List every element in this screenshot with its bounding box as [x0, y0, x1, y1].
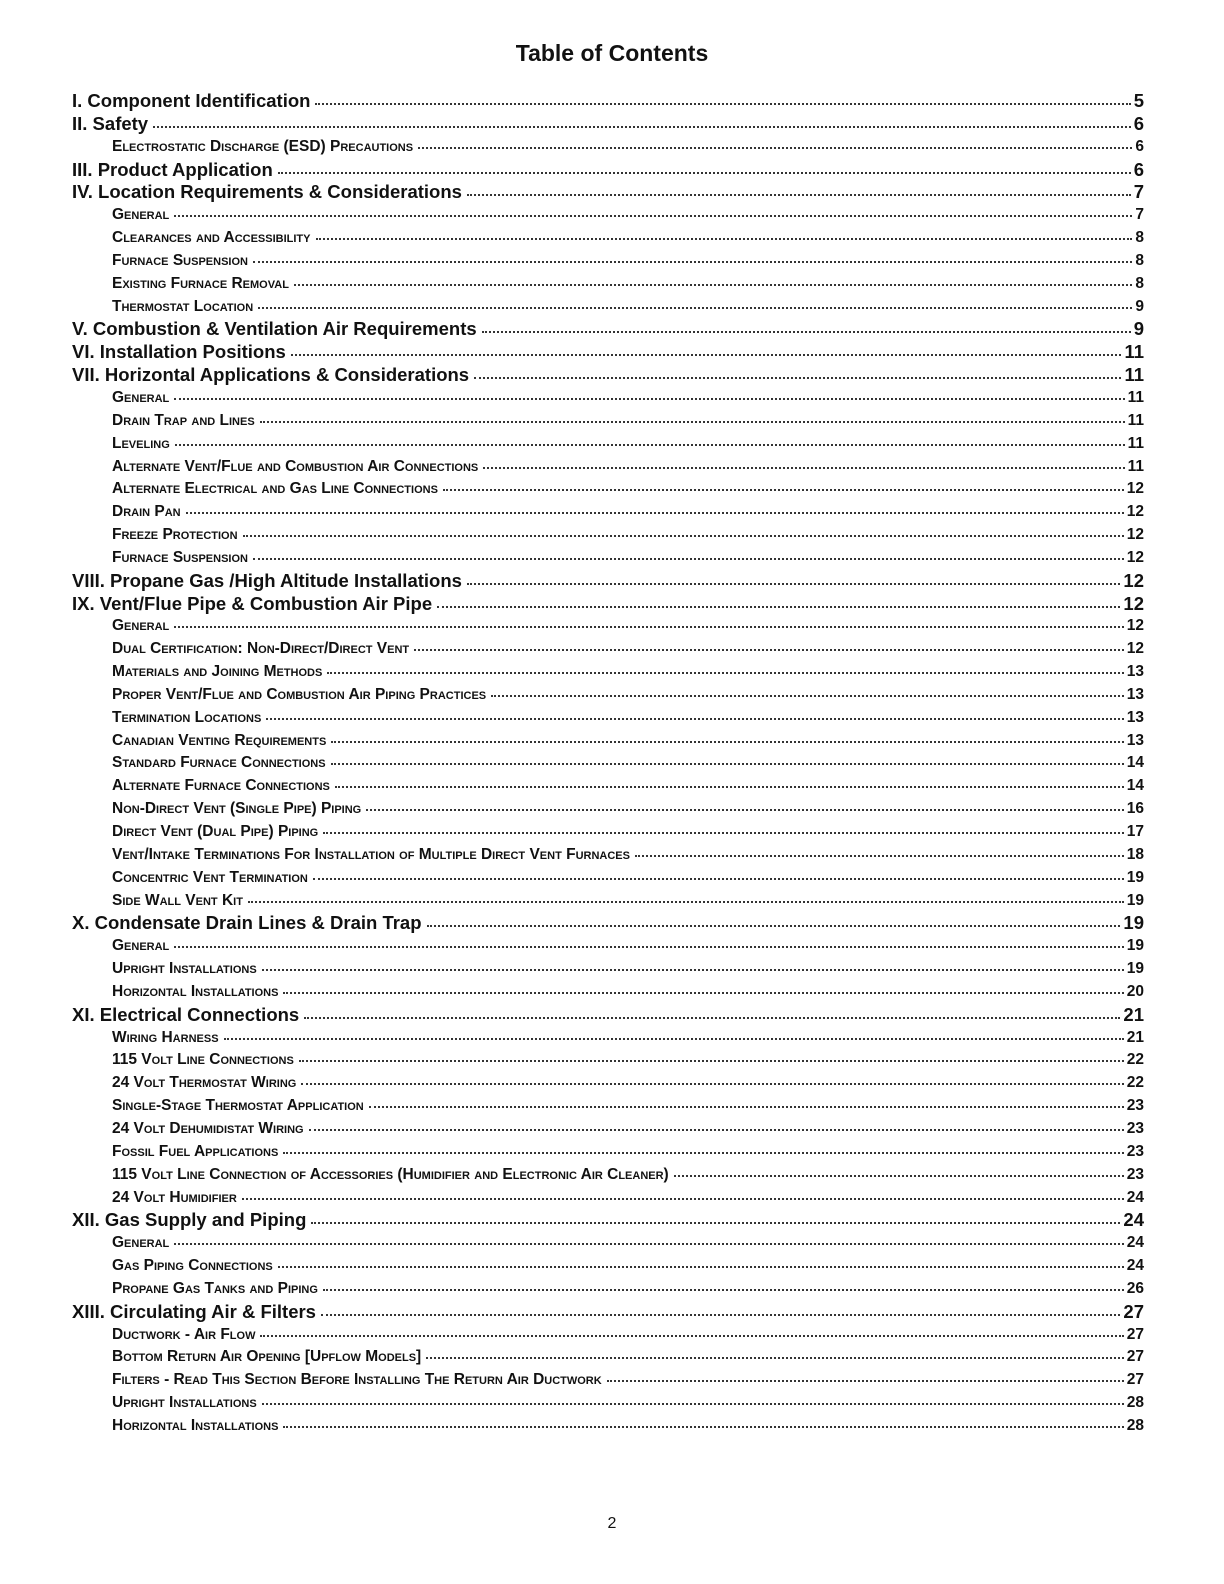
dot-leader	[335, 786, 1124, 788]
toc-subsection-entry[interactable]	[72, 1255, 1144, 1278]
toc-subsection-entry[interactable]	[72, 775, 1144, 798]
toc-entry-label: VIII. Propane Gas /High Altitude Installations	[72, 569, 462, 591]
toc-subsection-entry[interactable]	[72, 1324, 1144, 1347]
toc-subsection-entry[interactable]	[72, 1141, 1144, 1164]
toc-entry-label: Canadian Venting Requirements	[112, 731, 327, 749]
toc-entry-page: 27	[1126, 1325, 1144, 1343]
dot-leader	[313, 878, 1124, 880]
toc-entry-page: 28	[1126, 1394, 1144, 1412]
toc-entry-page: 13	[1126, 685, 1144, 703]
toc-subsection-entry[interactable]	[72, 638, 1144, 661]
toc-entry-label: Proper Vent/Flue and Combustion Air Piping Practices	[112, 685, 487, 703]
dot-leader	[331, 763, 1124, 765]
toc-section-entry[interactable]	[72, 593, 1144, 616]
dot-leader	[258, 307, 1132, 309]
toc-subsection-entry[interactable]	[72, 730, 1144, 753]
toc-entry-page: 6	[1133, 112, 1144, 134]
toc-entry-page: 12	[1126, 480, 1144, 498]
dot-leader	[467, 194, 1131, 196]
toc-entry-page: 8	[1135, 274, 1144, 292]
dot-leader	[175, 444, 1125, 446]
dot-leader	[253, 261, 1132, 263]
toc-subsection-entry[interactable]	[72, 821, 1144, 844]
dot-leader	[491, 695, 1124, 697]
toc-entry-label: Clearances and Accessibility	[112, 229, 311, 247]
toc-entry-label: Direct Vent (Dual Pipe) Piping	[112, 823, 319, 840]
toc-section-entry[interactable]	[72, 1209, 1144, 1232]
toc-entry-page: 23	[1126, 1119, 1144, 1137]
toc-entry-label: XIII. Circulating Air & Filters	[72, 1300, 316, 1322]
dot-leader	[262, 1403, 1124, 1405]
toc-entry-label: Dual Certification: Non-Direct/Direct Vent	[112, 640, 410, 658]
toc-subsection-entry[interactable]	[72, 707, 1144, 730]
toc-entry-page: 22	[1126, 1051, 1144, 1069]
dot-leader	[437, 606, 1120, 608]
toc-entry-label: Horizontal Installations	[112, 982, 279, 1000]
dot-leader	[315, 103, 1130, 105]
toc-subsection-entry[interactable]	[72, 1187, 1144, 1210]
dot-leader	[278, 172, 1131, 174]
toc-subsection-entry[interactable]	[72, 296, 1144, 319]
toc-entry-page: 13	[1126, 731, 1144, 749]
toc-subsection-entry[interactable]	[72, 410, 1144, 433]
dot-leader	[291, 354, 1122, 356]
toc-entry-page: 23	[1126, 1097, 1144, 1115]
dot-leader	[674, 1175, 1124, 1177]
dot-leader	[260, 421, 1125, 423]
toc-subsection-entry[interactable]	[72, 1049, 1144, 1072]
toc-entry-page: 19	[1126, 891, 1144, 909]
dot-leader	[443, 489, 1124, 491]
toc-entry-page: 24	[1126, 1188, 1144, 1206]
toc-entry-label: Upright Installations	[112, 960, 257, 978]
toc-entry-label: Fossil Fuel Applications	[112, 1142, 279, 1160]
dot-leader	[321, 1314, 1120, 1316]
toc-entry-label: Existing Furnace Removal	[112, 274, 289, 292]
toc-entry-label: 24 Volt Humidifier	[112, 1188, 237, 1206]
dot-leader	[301, 1083, 1123, 1085]
toc-entry-label: Single-Stage Thermostat Application	[112, 1097, 364, 1115]
toc-subsection-entry[interactable]	[72, 1118, 1144, 1141]
toc-entry-label: Horizontal Installations	[112, 1416, 279, 1434]
toc-entry-page: 17	[1126, 823, 1144, 840]
toc-section-entry[interactable]	[72, 364, 1144, 387]
toc-entry-page: 26	[1126, 1279, 1144, 1297]
dot-leader	[224, 1038, 1124, 1040]
toc-entry-page: 16	[1126, 800, 1144, 818]
dot-leader	[283, 1426, 1123, 1428]
toc-entry-label: General	[112, 1234, 170, 1252]
toc-entry-page: 6	[1133, 158, 1144, 180]
toc-subsection-entry[interactable]	[72, 227, 1144, 250]
toc-subsection-entry[interactable]	[72, 958, 1144, 981]
toc-entry-label: 115 Volt Line Connections	[112, 1051, 294, 1069]
dot-leader	[483, 467, 1124, 469]
dot-leader	[283, 1152, 1123, 1154]
toc-subsection-entry[interactable]	[72, 1278, 1144, 1301]
toc-entry-page: 11	[1124, 341, 1144, 363]
toc-entry-page: 20	[1126, 982, 1144, 1000]
dot-leader	[369, 1106, 1124, 1108]
toc-entry-label: Freeze Protection	[112, 526, 238, 544]
toc-entry-label: X. Condensate Drain Lines & Drain Trap	[72, 912, 422, 934]
toc-subsection-entry[interactable]	[72, 890, 1144, 913]
toc-entry-label: General	[112, 617, 170, 635]
toc-entry-page: 11	[1127, 434, 1144, 452]
dot-leader	[262, 969, 1124, 971]
toc-subsection-entry[interactable]	[72, 1095, 1144, 1118]
toc-subsection-entry[interactable]	[72, 204, 1144, 227]
toc-subsection-entry[interactable]	[72, 501, 1144, 524]
dot-leader	[366, 809, 1124, 811]
toc-entry-label: Drain Pan	[112, 503, 181, 521]
toc-entry-page: 13	[1126, 663, 1144, 681]
page-number: 2	[607, 1515, 617, 1532]
dot-leader	[253, 558, 1124, 560]
toc-subsection-entry[interactable]	[72, 661, 1144, 684]
toc-section-entry[interactable]	[72, 570, 1144, 593]
toc-entry-page: 14	[1126, 777, 1144, 795]
toc-entry-label: IV. Location Requirements & Considerations	[72, 181, 462, 203]
toc-entry-page: 8	[1135, 229, 1144, 247]
toc-entry-page: 27	[1123, 1300, 1144, 1322]
toc-entry-page: 14	[1126, 754, 1144, 772]
toc-subsection-entry[interactable]	[72, 250, 1144, 273]
toc-section-entry[interactable]	[72, 159, 1144, 182]
dot-leader	[414, 649, 1124, 651]
toc-section-entry[interactable]	[72, 1004, 1144, 1027]
toc-entry-label: Gas Piping Connections	[112, 1257, 273, 1275]
toc-entry-page: 19	[1126, 960, 1144, 978]
toc-section-entry[interactable]	[72, 181, 1144, 204]
toc-entry-label: Standard Furnace Connections	[112, 754, 326, 772]
dot-leader	[323, 1289, 1124, 1291]
toc-entry-page: 12	[1126, 617, 1144, 635]
dot-leader	[426, 1357, 1124, 1359]
toc-entry-label: General	[112, 388, 170, 406]
toc-entry-page: 24	[1126, 1234, 1144, 1252]
toc-entry-page: 27	[1126, 1348, 1144, 1366]
toc-entry-page: 19	[1126, 868, 1144, 886]
toc-entry-page: 11	[1127, 411, 1144, 429]
toc-subsection-entry[interactable]	[72, 684, 1144, 707]
toc-entry-label: VI. Installation Positions	[72, 341, 286, 363]
toc-entry-page: 11	[1124, 364, 1144, 386]
dot-leader	[174, 626, 1123, 628]
dot-leader	[283, 992, 1123, 994]
toc-entry-label: Vent/Intake Terminations For Installation of Multiple Direct Vent Furnaces	[112, 845, 630, 863]
toc-subsection-entry[interactable]	[72, 615, 1144, 638]
dot-leader	[174, 1243, 1123, 1245]
dot-leader	[635, 855, 1124, 857]
toc-entry-page: 12	[1126, 548, 1144, 566]
toc-subsection-entry[interactable]	[72, 981, 1144, 1004]
toc-entry-page: 18	[1126, 845, 1144, 863]
toc-entry-label: Drain Trap and Lines	[112, 411, 255, 429]
toc-entry-label: Alternate Electrical and Gas Line Connections	[112, 480, 438, 498]
toc-subsection-entry[interactable]	[72, 1415, 1144, 1438]
toc-entry-page: 19	[1126, 937, 1144, 955]
toc-entry-page: 21	[1123, 1003, 1144, 1025]
toc-entry-page: 5	[1133, 90, 1144, 111]
toc-section-entry[interactable]	[72, 341, 1144, 364]
dot-leader	[311, 1222, 1120, 1224]
toc-subsection-entry[interactable]	[72, 1027, 1144, 1050]
toc-entry-label: VII. Horizontal Applications & Considerations	[72, 364, 470, 386]
toc-entry-label: Side Wall Vent Kit	[112, 891, 243, 909]
toc-entry-page: 23	[1126, 1142, 1144, 1160]
toc-entry-page: 12	[1126, 526, 1144, 544]
dot-leader	[299, 1060, 1124, 1062]
toc-entry-page: 11	[1127, 388, 1144, 406]
toc-entry-label: Leveling	[112, 434, 170, 452]
toc-entry-page: 12	[1126, 503, 1144, 521]
dot-leader	[266, 718, 1123, 720]
toc-entry-label: 115 Volt Line Connection of Accessories (Humidifier and Electronic Air Cleaner)	[112, 1165, 669, 1183]
toc-entry-label: Termination Locations	[112, 708, 262, 726]
toc-entry-page: 28	[1126, 1416, 1144, 1434]
toc-entry-label: Upright Installations	[112, 1394, 257, 1412]
dot-leader	[474, 377, 1121, 379]
dot-leader	[331, 741, 1123, 743]
toc-entry-label: Non-Direct Vent (Single Pipe) Piping	[112, 800, 362, 818]
toc-entry-page: 12	[1126, 640, 1144, 658]
dot-leader	[304, 1017, 1120, 1019]
toc-subsection-entry[interactable]	[72, 798, 1144, 821]
toc-subsection-entry[interactable]	[72, 1072, 1144, 1095]
toc-entry-page: 21	[1126, 1028, 1144, 1046]
toc-entry-label: 24 Volt Thermostat Wiring	[112, 1074, 297, 1092]
dot-leader	[260, 1335, 1123, 1337]
dot-leader	[278, 1266, 1124, 1268]
toc-entry-label: General	[112, 937, 170, 955]
toc-subsection-entry[interactable]	[72, 478, 1144, 501]
toc-entry-page: 8	[1135, 251, 1144, 269]
toc-subsection-entry[interactable]	[72, 524, 1144, 547]
toc-entry-page: 22	[1126, 1074, 1144, 1092]
toc-entry-page: 19	[1123, 912, 1144, 934]
toc-entry-page: 13	[1126, 708, 1144, 726]
toc-section-entry[interactable]	[72, 318, 1144, 341]
toc-subsection-entry[interactable]	[72, 547, 1144, 570]
toc-subsection-entry[interactable]	[72, 1232, 1144, 1255]
toc-subsection-entry[interactable]	[72, 136, 1144, 159]
toc-subsection-entry[interactable]	[72, 867, 1144, 890]
dot-leader	[418, 147, 1132, 149]
toc-section-entry[interactable]	[72, 113, 1144, 136]
toc-subsection-entry[interactable]	[72, 433, 1144, 456]
toc-entry-label: Filters - Read This Section Before Installing The Return Air Ductwork	[112, 1371, 602, 1389]
toc-subsection-entry[interactable]	[72, 935, 1144, 958]
toc-entry-page: 9	[1135, 297, 1144, 315]
toc-entry-page: 7	[1135, 206, 1144, 224]
dot-leader	[242, 1198, 1124, 1200]
toc-entry-page: 11	[1127, 457, 1144, 475]
toc-entry-page: 27	[1126, 1371, 1144, 1389]
toc-subsection-entry[interactable]	[72, 1346, 1144, 1369]
toc-subsection-entry[interactable]	[72, 844, 1144, 867]
dot-leader	[243, 535, 1124, 537]
toc-entry-label: III. Product Application	[72, 158, 273, 180]
toc-section-entry[interactable]	[72, 912, 1144, 935]
dot-leader	[607, 1380, 1124, 1382]
toc-entry-label: Alternate Vent/Flue and Combustion Air Connections	[112, 457, 479, 475]
dot-leader	[327, 672, 1123, 674]
toc-entry-label: II. Safety	[72, 112, 149, 134]
toc-entry-page: 23	[1126, 1165, 1144, 1183]
toc-subsection-entry[interactable]	[72, 1369, 1144, 1392]
toc-entry-label: XII. Gas Supply and Piping	[72, 1209, 307, 1231]
toc-entry-page: 24	[1123, 1209, 1144, 1231]
toc-entry-label: Wiring Harness	[112, 1028, 219, 1046]
toc-entry-label: XI. Electrical Connections	[72, 1003, 300, 1025]
toc-entry-label: Alternate Furnace Connections	[112, 777, 330, 795]
toc-entry-label: Materials and Joining Methods	[112, 663, 323, 681]
toc-entry-label: Bottom Return Air Opening [Upflow Models]	[112, 1348, 422, 1366]
toc-section-entry[interactable]	[72, 90, 1144, 113]
dot-leader	[174, 398, 1124, 400]
page-title: Table of Contents	[515, 40, 709, 66]
toc-subsection-entry[interactable]	[72, 273, 1144, 296]
toc-entry-label: Thermostat Location	[112, 297, 254, 315]
toc-entry-label: Propane Gas Tanks and Piping	[112, 1279, 318, 1297]
dot-leader	[316, 238, 1133, 240]
toc-subsection-entry[interactable]	[72, 387, 1144, 410]
toc-entry-page: 6	[1135, 137, 1144, 155]
dot-leader	[482, 331, 1131, 333]
toc-entry-label: IX. Vent/Flue Pipe & Combustion Air Pipe	[72, 592, 433, 614]
toc-entry-label: I. Component Identification	[72, 90, 311, 111]
toc-entry-label: General	[112, 206, 170, 224]
toc-entry-page: 12	[1123, 592, 1144, 614]
dot-leader	[174, 946, 1123, 948]
toc-entry-page: 12	[1123, 569, 1144, 591]
toc-entry-label: 24 Volt Dehumidistat Wiring	[112, 1119, 304, 1137]
toc-entry-label: Ductwork - Air Flow	[112, 1325, 256, 1343]
dot-leader	[294, 284, 1132, 286]
toc-entry-label: Electrostatic Discharge (ESD) Precautions	[112, 137, 414, 155]
toc-entry-page: 7	[1133, 181, 1144, 203]
toc-entry-label: Furnace Suspension	[112, 548, 248, 566]
dot-leader	[153, 126, 1131, 128]
toc-subsection-entry[interactable]	[72, 752, 1144, 775]
toc-entry-label: Furnace Suspension	[112, 251, 248, 269]
dot-leader	[427, 925, 1121, 927]
dot-leader	[186, 512, 1124, 514]
dot-leader	[323, 832, 1124, 834]
toc-entry-page: 9	[1133, 318, 1144, 340]
toc-entry-label: Concentric Vent Termination	[112, 868, 308, 886]
toc-section-entry[interactable]	[72, 1301, 1144, 1324]
toc-entry-page: 24	[1126, 1257, 1144, 1275]
toc-subsection-entry[interactable]	[72, 456, 1144, 479]
dot-leader	[467, 583, 1120, 585]
dot-leader	[309, 1129, 1124, 1131]
table-of-contents	[72, 90, 1144, 1438]
dot-leader	[248, 901, 1124, 903]
dot-leader	[174, 215, 1132, 217]
toc-entry-label: V. Combustion & Ventilation Air Requirements	[72, 318, 477, 340]
toc-subsection-entry[interactable]	[72, 1392, 1144, 1415]
toc-subsection-entry[interactable]	[72, 1164, 1144, 1187]
